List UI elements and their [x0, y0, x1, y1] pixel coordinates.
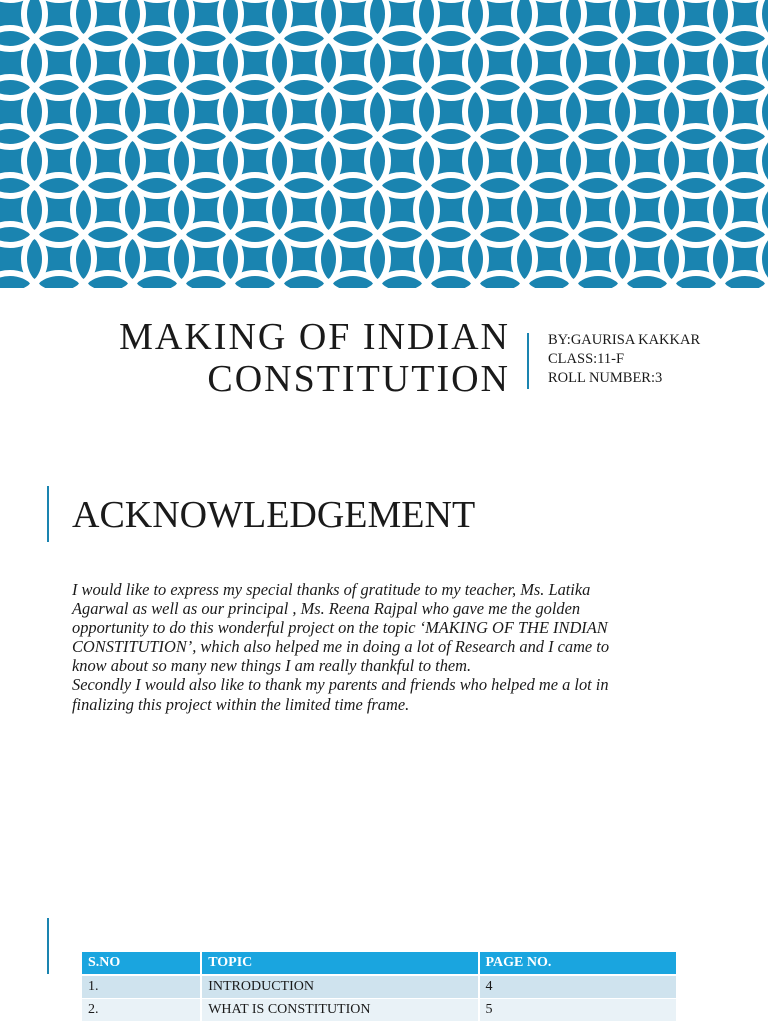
cell-sno: 1.	[82, 975, 201, 999]
column-header-topic: TOPIC	[201, 952, 478, 975]
cell-page-no: 4	[479, 975, 676, 999]
acknowledgement-line: I would like to express my special thanks of gratitude to my teacher, Ms. Latika	[72, 580, 591, 599]
acknowledgement-line: CONSTITUTION’, which also helped me in doing a lot of Research and I came to	[72, 637, 610, 657]
cell-page-no: 5	[479, 999, 676, 1022]
cell-topic: INTRODUCTION	[201, 975, 478, 999]
acknowledgement-line: opportunity to do this wonderful project on the topic ‘MAKING OF THE INDIAN	[72, 618, 608, 638]
acknowledgement-line: Agarwal as well as our principal , Ms. Reena Rajpal who gave me the golden	[72, 599, 581, 619]
contents-table	[82, 952, 676, 1022]
acknowledgement-heading: ACKNOWLEDGEMENT	[72, 494, 476, 536]
title-divider	[527, 333, 529, 389]
cell-sno: 2.	[82, 999, 201, 1022]
table-row	[82, 975, 676, 999]
presentation-title	[40, 316, 510, 400]
author-roll-number: ROLL NUMBER:3	[548, 370, 663, 386]
heading-accent-bar	[47, 486, 49, 542]
cell-topic: WHAT IS CONSTITUTION	[201, 999, 478, 1022]
column-header-page-no: PAGE NO.	[479, 952, 676, 975]
interlocking-rings-pattern	[0, 0, 768, 288]
acknowledgement-line: know about so many new things I am really thankful to them.	[72, 656, 472, 676]
author-name: BY:GAURISA KAKKAR	[548, 332, 701, 348]
title-line: CONSTITUTION	[207, 358, 510, 400]
acknowledgement-line: finalizing this project within the limited time frame.	[72, 694, 410, 714]
acknowledgement-line: Secondly I would also like to thank my parents and friends who helped me a lot in	[72, 675, 609, 695]
table-header-row	[82, 952, 676, 975]
column-header-sno: S.NO	[82, 952, 201, 975]
table-row	[82, 999, 676, 1022]
author-class: CLASS:11-F	[548, 351, 625, 367]
title-line: MAKING OF INDIAN	[119, 316, 510, 358]
table-accent-bar	[47, 918, 49, 974]
author-info	[548, 331, 760, 388]
pattern-banner	[0, 0, 768, 288]
acknowledgement-text	[72, 580, 692, 714]
